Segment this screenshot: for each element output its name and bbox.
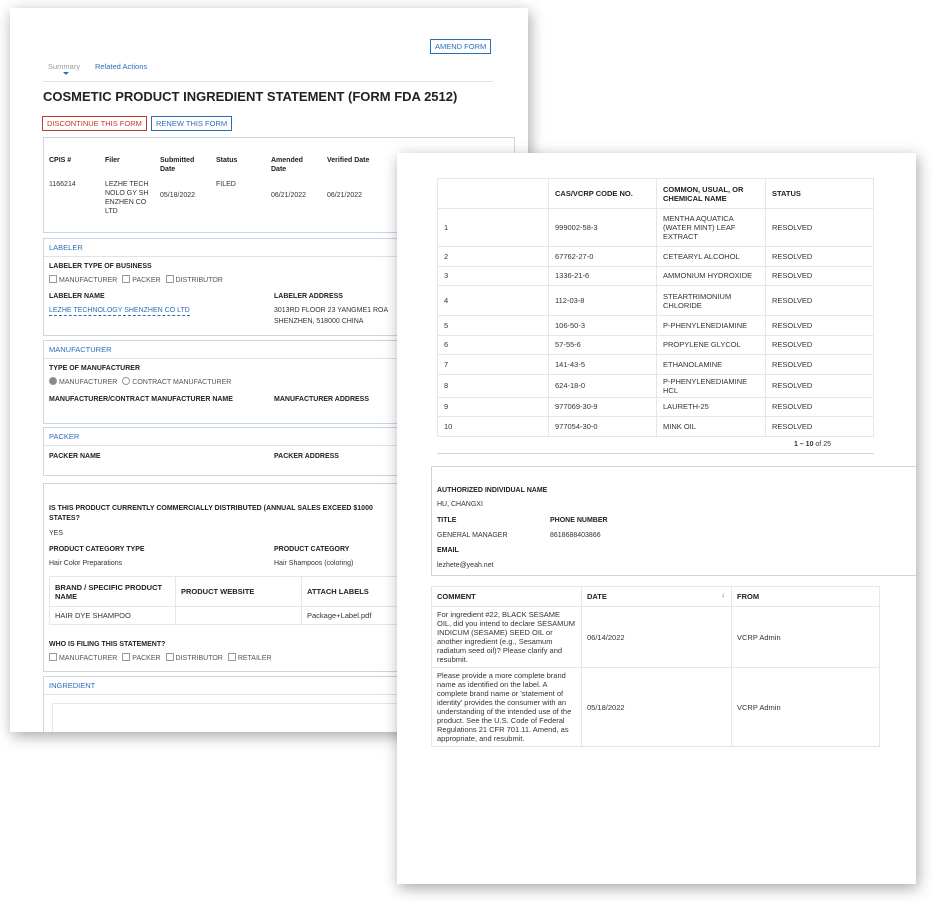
row-number: 7 — [438, 355, 549, 375]
amended-date-header: Amended Date — [271, 157, 303, 173]
from-header: FROM — [732, 587, 880, 607]
ingredient-row — [438, 417, 874, 437]
row-number: 1 — [438, 209, 549, 247]
title-value: GENERAL MANAGER — [437, 532, 508, 539]
amended-date-value: 06/21/2022 — [271, 192, 307, 199]
phone-value: 8618688403866 — [550, 532, 601, 539]
ingredient-status: RESOLVED — [766, 397, 874, 417]
packer-checkbox[interactable] — [122, 275, 130, 283]
labeler-name-link[interactable]: LEZHE TECHNOLOGY SHENZHEN CO LTD — [49, 307, 190, 314]
manufacturer-type-options — [49, 377, 231, 387]
active-tab-indicator — [63, 72, 69, 75]
filer-value: LEZHE TECHNOLO GY SHENZHEN CO LTD — [105, 181, 149, 215]
email-label: EMAIL — [437, 547, 459, 554]
cas-code: 57-55-6 — [549, 335, 657, 355]
labeler-type-label: LABELER TYPE OF BUSINESS — [49, 263, 152, 270]
category-value: Hair Shampoos (coloring) — [274, 560, 354, 567]
divider — [437, 453, 874, 454]
ingredient-status: RESOLVED — [766, 374, 874, 397]
discontinue-form-button[interactable]: DISCONTINUE THIS FORM — [42, 116, 147, 131]
form-page-details — [397, 153, 916, 884]
distribution-question: IS THIS PRODUCT CURRENTLY COMMERCIALLY DISTRIBUTED (ANNUAL SALES EXCEED $1000 — [49, 505, 373, 512]
distribution-question-cont: STATES? — [49, 515, 80, 522]
ingredient-status: RESOLVED — [766, 335, 874, 355]
page-title: COSMETIC PRODUCT INGREDIENT STATEMENT (FORM FDA 2512) — [43, 89, 458, 104]
comment-row — [432, 607, 880, 668]
packer-name-label: PACKER NAME — [49, 453, 101, 460]
ingredients-table — [437, 178, 874, 437]
cas-code-header: CAS/VCRP CODE NO. — [549, 179, 657, 209]
comment-text: Please provide a more complete brand name as identified on the label. A complete brand name or 'statement of identity' provides the consumer with an understanding of the intended use of the product. See the U.S. Code of Federal Regulations 21 CFR 701.11. Amend, as appropriate, and resubmit. — [432, 668, 582, 747]
packer-section-title: PACKER — [49, 432, 80, 441]
cpis-value: 1166214 — [49, 181, 76, 188]
authorized-name-value: HU, CHANGXI — [437, 501, 483, 508]
ingredient-row — [438, 247, 874, 267]
email-value: lezhete@yeah.net — [437, 562, 494, 569]
tab-related-actions[interactable]: Related Actions — [95, 62, 148, 71]
cas-code: 112-03-8 — [549, 286, 657, 316]
category-label: PRODUCT CATEGORY — [274, 546, 350, 553]
ingredient-row — [438, 335, 874, 355]
contract-manufacturer-radio[interactable] — [122, 377, 130, 385]
pagination-text — [794, 440, 831, 449]
row-number: 9 — [438, 397, 549, 417]
filing-retailer-checkbox[interactable] — [228, 653, 236, 661]
cas-code: 624-18-0 — [549, 374, 657, 397]
option-label: MANUFACTURER — [59, 277, 118, 284]
website-header: PRODUCT WEBSITE — [176, 577, 302, 607]
ingredient-row — [438, 397, 874, 417]
row-number: 2 — [438, 247, 549, 267]
ingredient-row — [438, 316, 874, 336]
ingredient-section-title: INGREDIENT — [49, 681, 96, 690]
cas-code: 67762-27-0 — [549, 247, 657, 267]
labeler-address-line2: SHENZHEN, 518000 CHINA — [274, 318, 364, 325]
chemical-name: P-PHENYLENEDIAMINE HCL — [657, 374, 766, 397]
status-value: FILED — [216, 181, 236, 188]
distribution-answer: YES — [49, 530, 64, 537]
manufacturer-section-title: MANUFACTURER — [49, 345, 112, 354]
cas-code: 999002-58-3 — [549, 209, 657, 247]
row-number: 10 — [438, 417, 549, 437]
sort-down-icon[interactable]: ↓ — [721, 590, 725, 599]
filing-packer-checkbox[interactable] — [122, 653, 130, 661]
filing-distributor-checkbox[interactable] — [166, 653, 174, 661]
filing-manufacturer-checkbox[interactable] — [49, 653, 57, 661]
comment-date: 05/18/2022 — [582, 668, 732, 747]
ingredient-row — [438, 209, 874, 247]
manufacturer-checkbox[interactable] — [49, 275, 57, 283]
status-header: STATUS — [766, 179, 874, 209]
ingredient-row — [438, 355, 874, 375]
category-type-value: Hair Color Preparations — [49, 560, 123, 567]
status-header: Status — [216, 157, 238, 164]
option-label: MANUFACTURER — [59, 379, 118, 386]
ingredient-status: RESOLVED — [766, 286, 874, 316]
comment-row — [432, 668, 880, 747]
option-label: DISTRIBUTOR — [175, 655, 223, 662]
pager-range: 1 – 10 — [794, 441, 814, 448]
labels-header: ATTACH LABELS — [302, 577, 409, 607]
ingredient-status: RESOLVED — [766, 247, 874, 267]
row-number: 5 — [438, 316, 549, 336]
option-label: PACKER — [132, 655, 161, 662]
row-number: 4 — [438, 286, 549, 316]
filing-options — [49, 653, 272, 663]
verified-date-value: 06/21/2022 — [327, 192, 363, 199]
cas-code: 977069-30-9 — [549, 397, 657, 417]
submitted-date-header: Submitted Date — [160, 157, 195, 173]
chemical-name: AMMONIUM HYDROXIDE — [657, 266, 766, 286]
divider — [43, 81, 493, 82]
tab-summary[interactable]: Summary — [48, 62, 81, 71]
ingredient-status: RESOLVED — [766, 355, 874, 375]
chemical-name: PROPYLENE GLYCOL — [657, 335, 766, 355]
filing-label: WHO IS FILING THIS STATEMENT? — [49, 641, 166, 648]
cas-code: 106-50-3 — [549, 316, 657, 336]
cas-code: 141-43-5 — [549, 355, 657, 375]
index-header — [438, 179, 549, 209]
comment-from: VCRP Admin — [732, 668, 880, 747]
ingredient-status: RESOLVED — [766, 417, 874, 437]
pager-total: of 25 — [813, 441, 831, 448]
chemical-name: MENTHA AQUATICA (WATER MINT) LEAF EXTRACT — [657, 209, 766, 247]
option-label: RETAILER — [237, 655, 272, 662]
row-number: 6 — [438, 335, 549, 355]
brand-value: HAIR DYE SHAMPOO — [50, 607, 176, 625]
brand-header: BRAND / SPECIFIC PRODUCT NAME — [50, 577, 176, 607]
ingredient-row — [438, 374, 874, 397]
renew-form-button[interactable]: RENEW THIS FORM — [151, 116, 232, 131]
option-label: CONTRACT MANUFACTURER — [132, 379, 232, 386]
website-value — [176, 607, 302, 625]
phone-label: PHONE NUMBER — [550, 517, 608, 524]
manufacturer-radio[interactable] — [49, 377, 57, 385]
date-header-label: DATE — [587, 592, 607, 601]
chemical-name: P-PHENYLENEDIAMINE — [657, 316, 766, 336]
authorized-name-label: AUTHORIZED INDIVIDUAL NAME — [437, 487, 548, 494]
ingredient-row — [438, 286, 874, 316]
verified-date-header: Verified Date — [327, 157, 370, 164]
packer-address-label: PACKER ADDRESS — [274, 453, 339, 460]
labeler-name-label: LABELER NAME — [49, 293, 105, 300]
comment-header: COMMENT — [432, 587, 582, 607]
chemical-name: STEARTRIMONIUM CHLORIDE — [657, 286, 766, 316]
submitted-date-value: 05/18/2022 — [160, 192, 196, 199]
ingredient-status: RESOLVED — [766, 316, 874, 336]
cas-code: 1336-21-6 — [549, 266, 657, 286]
manufacturer-type-label: TYPE OF MANUFACTURER — [49, 365, 140, 372]
comment-text: For ingredient #22, BLACK SESAME OIL, did you intend to declare SESAMUM INDICUM (SESAME) SEED OIL or another ingredient (e.g., Sesamum radiatum seed oil)? Please clarify and resubmit. — [432, 607, 582, 668]
comment-from: VCRP Admin — [732, 607, 880, 668]
option-label: DISTRIBUTOR — [175, 277, 223, 284]
row-number: 3 — [438, 266, 549, 286]
authorized-individual-section — [431, 466, 916, 576]
filer-header: Filer — [105, 157, 120, 164]
option-label: MANUFACTURER — [59, 655, 118, 662]
ingredient-status: RESOLVED — [766, 266, 874, 286]
chemical-name: CETEARYL ALCOHOL — [657, 247, 766, 267]
manufacturer-address-label: MANUFACTURER ADDRESS — [274, 396, 370, 403]
label-file-link[interactable]: Package+Label.pdf — [302, 607, 409, 625]
product-table — [49, 576, 409, 625]
option-label: PACKER — [132, 277, 161, 284]
cas-code: 977054-30-0 — [549, 417, 657, 437]
distributor-checkbox[interactable] — [166, 275, 174, 283]
cpis-header: CPIS # — [49, 157, 72, 164]
comments-table — [431, 586, 880, 747]
manufacturer-name-label: MANUFACTURER/CONTRACT MANUFACTURER NAME — [49, 396, 233, 403]
amend-form-button[interactable]: AMEND FORM — [430, 39, 491, 54]
labeler-section-title: LABELER — [49, 243, 83, 252]
comment-date: 06/14/2022 — [582, 607, 732, 668]
chemical-name-header: COMMON, USUAL, OR CHEMICAL NAME — [657, 179, 766, 209]
date-header[interactable] — [582, 587, 732, 607]
ingredient-row — [438, 266, 874, 286]
labeler-address-line1: 3013RD FLOOR 23 YANGME1 ROA — [274, 307, 389, 314]
ingredient-status: RESOLVED — [766, 209, 874, 247]
chemical-name: LAURETH-25 — [657, 397, 766, 417]
chemical-name: ETHANOLAMINE — [657, 355, 766, 375]
row-number: 8 — [438, 374, 549, 397]
title-label: TITLE — [437, 517, 457, 524]
category-type-label: PRODUCT CATEGORY TYPE — [49, 546, 145, 553]
labeler-type-options — [49, 275, 223, 285]
chemical-name: MINK OIL — [657, 417, 766, 437]
labeler-address-label: LABELER ADDRESS — [274, 293, 343, 300]
